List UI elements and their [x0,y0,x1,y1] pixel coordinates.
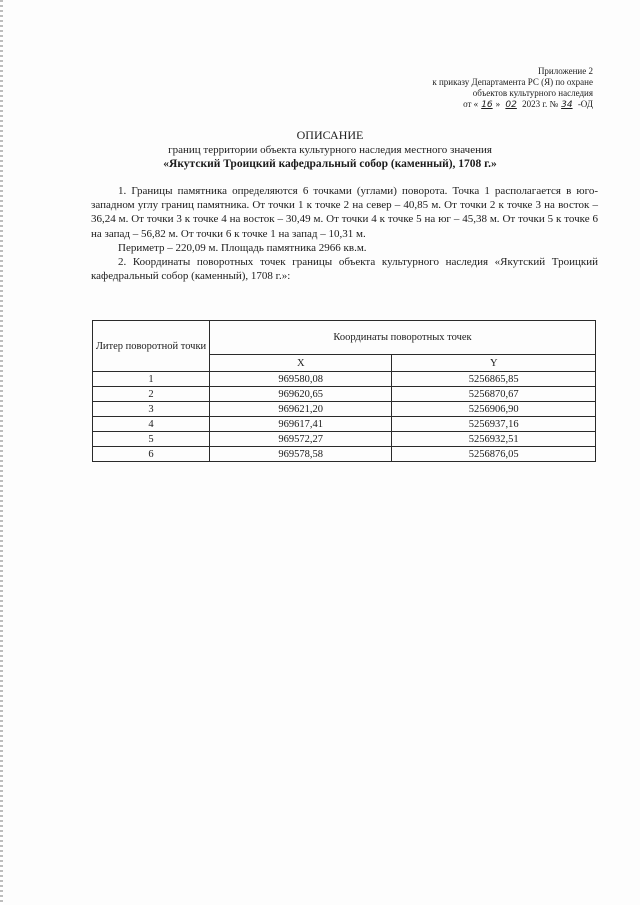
date-year: 2023 г. № [519,99,559,109]
cell-x: 969621,20 [210,402,392,417]
cell-y: 5256932,51 [392,432,596,447]
scan-edge [0,0,3,905]
cell-y: 5256865,85 [392,372,596,387]
header-x: X [210,355,392,372]
coordinates-table [92,320,596,462]
appendix-date-line [432,99,593,111]
paragraph-perimeter: Периметр – 220,09 м. Площадь памятника 2966 кв.м. [118,241,367,254]
cell-y: 5256906,90 [392,402,596,417]
table-row [93,432,596,447]
appendix-title: Приложение 2 [537,66,593,76]
cell-point: 4 [93,417,210,432]
table-row [93,372,596,387]
cell-x: 969620,65 [210,387,392,402]
handwritten-day: 16 [481,100,493,110]
appendix-header [432,66,593,111]
table-row [93,387,596,402]
cell-point: 3 [93,402,210,417]
cell-y: 5256937,16 [392,417,596,432]
title-block [90,128,570,172]
header-point-liter: Литер поворотной точки [93,321,210,372]
appendix-order: к приказу Департамента РС (Я) по охране [432,77,593,87]
table-row [93,417,596,432]
cell-x: 969617,41 [210,417,392,432]
paragraph-coordinates-intro: 2. Координаты поворотных точек границы объекта культурного наследия «Якутский Троицкий кафедральный собор (каменный), 1708 г.»: [91,256,598,283]
cell-y: 5256876,05 [392,447,596,462]
order-suffix: -ОД [575,99,593,109]
table-row [93,447,596,462]
handwritten-month: 02 [505,100,517,110]
cell-point: 5 [93,432,210,447]
cell-x: 969572,27 [210,432,392,447]
cell-y: 5256870,67 [392,387,596,402]
table-row [93,402,596,417]
paragraph-boundaries: 1. Границы памятника определяются 6 точками (углами) поворота. Точка 1 располагается в юго-западном углу границ памятника. От точки 1 к точке 2 на север – 40,85 м. От точки 2 к точке 3 на восток – 36,24 м. От точки 3 к точке 4 на восток – 30,49 м. От точки 4 к точке 5 на юг – 45,38 м. От точки 5 к точке 6 на запад – 56,82 м. От точки 6 к точке 1 на запад – 10,31 м. [91,185,598,240]
document-subtitle: границ территории объекта культурного наследия местного значения [168,144,492,156]
cell-point: 6 [93,447,210,462]
handwritten-number: 34 [561,100,573,110]
date-prefix: от « [463,99,479,109]
header-y: Y [392,355,596,372]
appendix-department: объектов культурного наследия [472,88,593,98]
object-name: «Якутский Троицкий кафедральный собор (каменный), 1708 г.» [163,158,497,170]
body-text [91,184,598,283]
document-title: ОПИСАНИЕ [296,128,364,142]
cell-x: 969578,58 [210,447,392,462]
date-mid: » [495,99,503,109]
cell-point: 2 [93,387,210,402]
header-coordinates: Координаты поворотных точек [210,321,596,355]
cell-x: 969580,08 [210,372,392,387]
cell-point: 1 [93,372,210,387]
